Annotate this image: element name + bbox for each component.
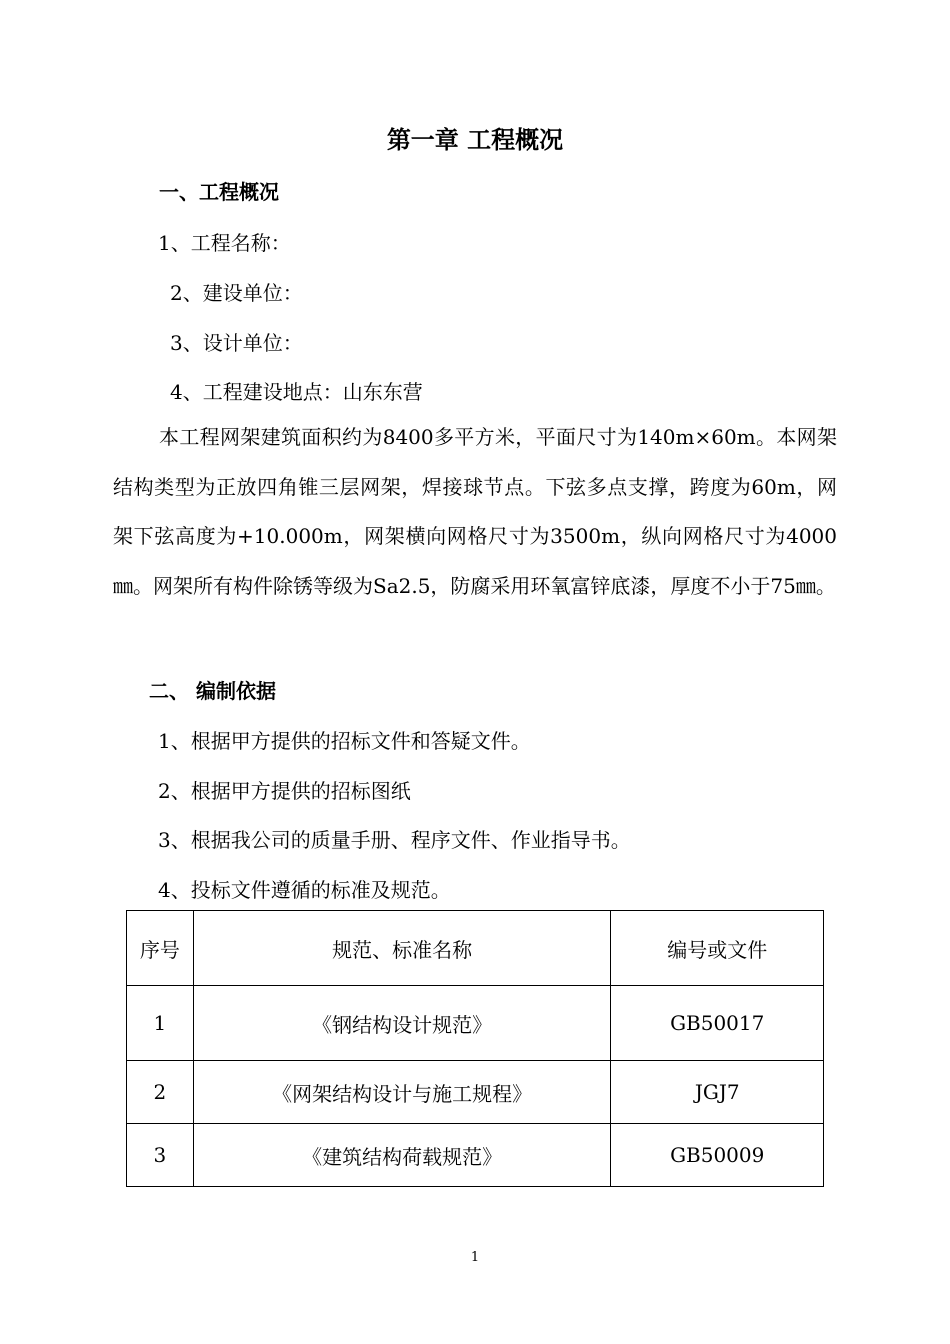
section-heading-overview: 一、工程概况 [159, 180, 279, 204]
row-seq: 2 [127, 1061, 194, 1124]
item-design-unit: 3、设计单位： [170, 331, 303, 355]
standards-table [126, 910, 824, 1187]
item-project-location: 4、工程建设地点：山东东营 [170, 380, 423, 404]
page-number: 1 [470, 1250, 480, 1265]
basis-item-1: 1、根据甲方提供的招标文件和答疑文件。 [158, 729, 531, 753]
table-row [127, 1124, 824, 1187]
row-standard-name: 《网架结构设计与施工规程》 [193, 1061, 611, 1124]
row-code: GB50017 [611, 986, 824, 1061]
item-project-name: 1、工程名称： [158, 231, 291, 255]
row-standard-name: 《钢结构设计规范》 [193, 986, 611, 1061]
header-code: 编号或文件 [611, 911, 824, 986]
basis-item-3: 3、根据我公司的质量手册、程序文件、作业指导书。 [158, 828, 631, 852]
chapter-title: 第一章 工程概况 [386, 126, 564, 154]
section-heading-basis: 二、 编制依据 [149, 679, 276, 703]
table-row [127, 986, 824, 1061]
header-seq: 序号 [127, 911, 194, 986]
basis-item-4: 4、投标文件遵循的标准及规范。 [158, 878, 451, 902]
row-seq: 3 [127, 1124, 194, 1187]
row-code: GB50009 [611, 1124, 824, 1187]
basis-item-2: 2、根据甲方提供的招标图纸 [158, 779, 411, 803]
table-row [127, 1061, 824, 1124]
item-construction-unit: 2、建设单位： [170, 281, 303, 305]
project-description-paragraph: 本工程网架建筑面积约为8400多平方米，平面尺寸为140m×60m。本网架结构类型为正放四角锥三层网架，焊接球节点。下弦多点支撑，跨度为60m，网架下弦高度为+10.000m，网架横向网格尺寸为3500m，纵向网格尺寸为4000㎜。网架所有构件除锈等级为Sa2.5，防腐采用环氧富锌底漆，厚度不小于75㎜。 [113, 425, 837, 598]
header-standard-name: 规范、标准名称 [193, 911, 611, 986]
row-seq: 1 [127, 986, 194, 1061]
row-standard-name: 《建筑结构荷载规范》 [193, 1124, 611, 1187]
row-code: JGJ7 [611, 1061, 824, 1124]
table-header-row [127, 911, 824, 986]
